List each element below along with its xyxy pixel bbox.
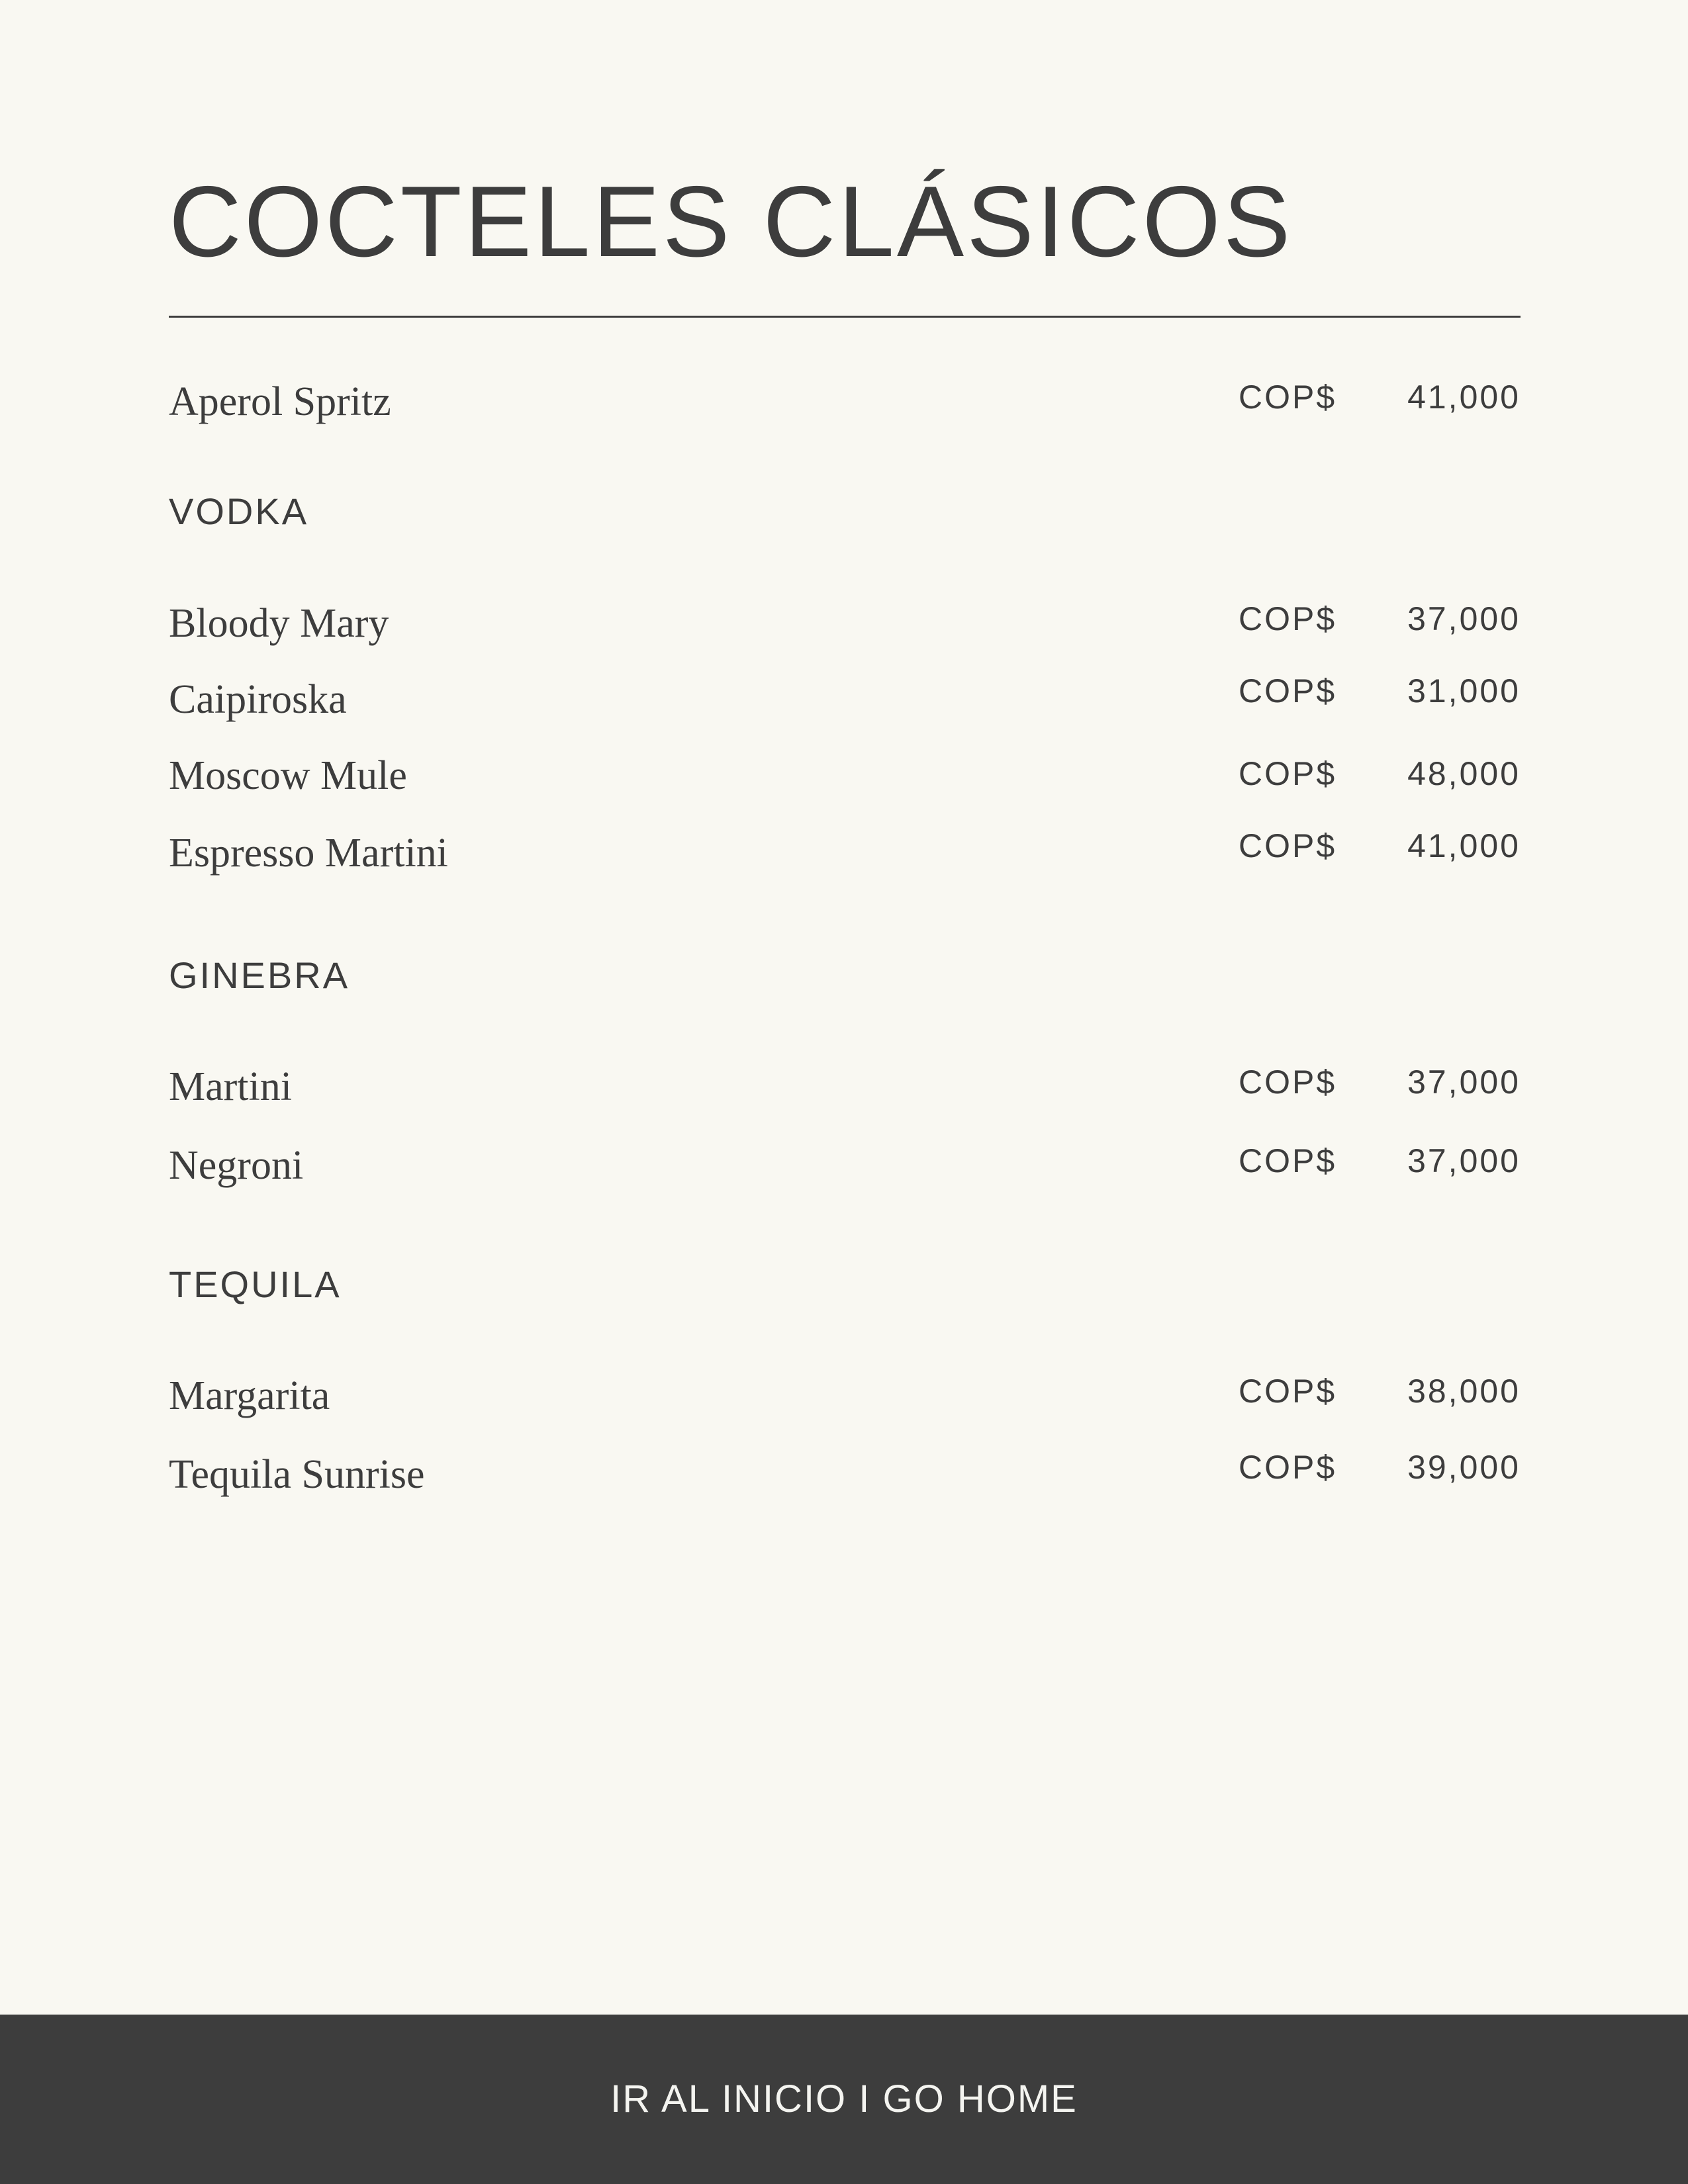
item-price: 37,000 xyxy=(1407,600,1521,637)
item-name: Espresso Martini xyxy=(169,831,448,876)
go-home-link[interactable]: IR AL INICIO I GO HOME xyxy=(610,2077,1078,2120)
item-price: 48,000 xyxy=(1407,755,1521,792)
section-heading-vodka: VODKA xyxy=(169,490,309,532)
item-name: Martini xyxy=(169,1064,292,1109)
item-name: Moscow Mule xyxy=(169,753,407,798)
item-name: Aperol Spritz xyxy=(169,379,391,424)
item-price: 38,000 xyxy=(1407,1373,1521,1410)
item-currency: COP$ xyxy=(1239,379,1337,416)
title-divider xyxy=(169,316,1521,318)
section-heading-ginebra: GINEBRA xyxy=(169,954,350,996)
item-name: Margarita xyxy=(169,1373,330,1418)
item-price: 39,000 xyxy=(1407,1449,1521,1486)
item-currency: COP$ xyxy=(1239,1142,1337,1179)
footer-bar xyxy=(0,2015,1688,2184)
item-name: Negroni xyxy=(169,1143,304,1188)
menu-item xyxy=(169,1057,1521,1116)
item-name: Caipiroska xyxy=(169,677,347,722)
menu-item xyxy=(169,746,1521,805)
item-currency: COP$ xyxy=(1239,1449,1337,1486)
item-price: 37,000 xyxy=(1407,1142,1521,1179)
menu-item xyxy=(169,1136,1521,1195)
menu-item xyxy=(169,372,1521,432)
menu-item xyxy=(169,823,1521,883)
menu-item xyxy=(169,594,1521,653)
item-price: 41,000 xyxy=(1407,827,1521,864)
menu-item xyxy=(169,1366,1521,1426)
item-currency: COP$ xyxy=(1239,600,1337,637)
section-heading-tequila: TEQUILA xyxy=(169,1263,342,1305)
item-name: Tequila Sunrise xyxy=(169,1452,425,1497)
item-currency: COP$ xyxy=(1239,1064,1337,1101)
item-currency: COP$ xyxy=(1239,755,1337,792)
item-currency: COP$ xyxy=(1239,827,1337,864)
page-title: COCTELES CLÁSICOS xyxy=(169,165,1293,278)
menu-item xyxy=(169,1445,1521,1504)
item-currency: COP$ xyxy=(1239,1373,1337,1410)
item-name: Bloody Mary xyxy=(169,601,389,646)
menu-item xyxy=(169,670,1521,729)
item-price: 31,000 xyxy=(1407,672,1521,709)
item-price: 41,000 xyxy=(1407,379,1521,416)
item-price: 37,000 xyxy=(1407,1064,1521,1101)
item-currency: COP$ xyxy=(1239,672,1337,709)
